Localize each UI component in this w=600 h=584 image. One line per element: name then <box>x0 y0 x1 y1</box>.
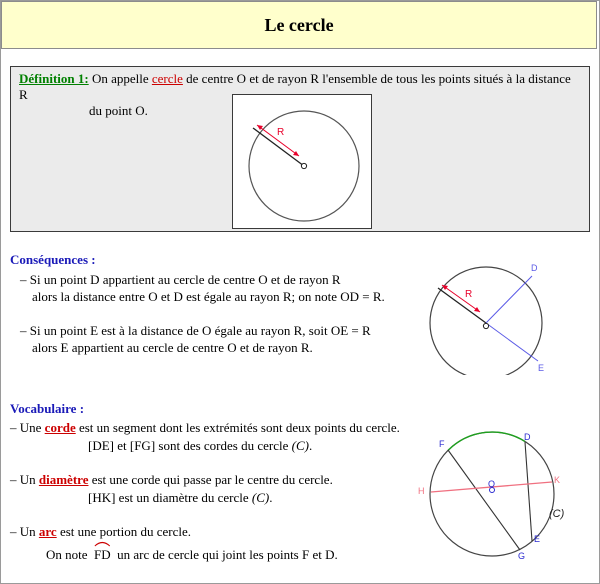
vocabulaire-heading: Vocabulaire : <box>10 401 85 416</box>
point-e-label: E <box>538 363 545 373</box>
consequence-item-2-line1 <box>20 322 371 339</box>
definition-circle-figure <box>233 95 371 228</box>
consequences-center-point <box>483 323 488 328</box>
definition-keyword: cercle <box>151 71 183 86</box>
consequence-item-1-line1 <box>20 271 341 288</box>
consequences-radius-label: R <box>465 289 473 300</box>
point-o-label: O <box>488 479 496 489</box>
diametre-example-circle: (C) <box>251 490 270 505</box>
point-e-label: E <box>534 534 541 544</box>
arc-prefix: Un <box>19 524 36 539</box>
arc-notation-hat <box>94 541 111 547</box>
definition-radius-label: R <box>277 127 285 138</box>
corde-example-circle: (C) <box>291 438 309 453</box>
corde-example <box>88 437 312 454</box>
corde-prefix: Une <box>19 420 42 435</box>
arc-note <box>46 546 338 563</box>
diametre-keyword: diamètre <box>38 472 89 487</box>
point-g-label: G <box>518 551 526 561</box>
point-d-label: D <box>531 263 538 273</box>
diametre-definition <box>10 471 333 488</box>
arc-rest: est une portion du cercle. <box>59 524 191 539</box>
diametre-example <box>88 489 272 506</box>
arc-note-after: un arc de cercle qui joint les points F et D. <box>117 547 338 562</box>
corde-rest: est un segment dont les extrémités sont deux points du cercle. <box>78 420 400 435</box>
arc-note-before: On note <box>46 547 88 562</box>
point-k-label: K <box>554 475 561 485</box>
corde-definition <box>10 419 400 436</box>
page-title-text: Le cercle <box>264 14 334 35</box>
arc-keyword: arc <box>38 524 57 539</box>
diametre-example-text: [HK] est un diamètre du cercle <box>88 490 249 505</box>
corde-dash: – <box>10 420 17 435</box>
arc-definition <box>10 523 191 540</box>
consequence-item-1-text: Si un point D appartient au cercle de centre O et de rayon R <box>29 272 341 287</box>
arc-notation-text: FD <box>94 547 111 562</box>
corde-example-period: . <box>308 438 313 453</box>
definition-text-before: On appelle <box>91 71 149 86</box>
diametre-rest: est une corde qui passe par le centre du cercle. <box>91 472 333 487</box>
point-h-label: H <box>418 486 425 496</box>
definition-center-point <box>301 163 306 168</box>
point-f-label: F <box>439 439 445 449</box>
definition-figure <box>232 94 372 229</box>
corde-keyword: corde <box>44 420 76 435</box>
consequences-figure <box>420 255 570 375</box>
definition-label: Définition 1: <box>19 71 89 86</box>
corde-example-text: [DE] et [FG] sont des cordes du cercle <box>88 438 289 453</box>
definition-text-line2: du point O. <box>89 103 148 118</box>
definition-text-after: de centre O et de rayon R l'ensemble de tous les points situés à la distance R <box>19 71 571 102</box>
diametre-example-period: . <box>269 490 273 505</box>
diametre-prefix: Un <box>19 472 36 487</box>
consequence-item-2-dash: – <box>20 323 27 338</box>
consequence-item-2-line2: alors E appartient au cercle de centre O et de rayon R. <box>32 340 313 355</box>
point-d-label: D <box>524 432 531 442</box>
page-title <box>1 1 597 49</box>
arc-notation <box>94 546 111 563</box>
diametre-dash: – <box>10 472 17 487</box>
arc-dash: – <box>10 524 17 539</box>
circle-c-label: (C) <box>549 508 565 520</box>
consequence-item-1-line2: alors la distance entre O et D est égale au rayon R; on note OD = R. <box>32 289 385 304</box>
definition-box <box>10 66 590 232</box>
consequences-heading: Conséquences : <box>10 252 96 267</box>
consequence-item-2-text: Si un point E est à la distance de O égale au rayon R, soit OE = R <box>29 323 371 338</box>
consequence-item-1-dash: – <box>20 272 27 287</box>
vocabulaire-figure <box>410 428 590 563</box>
